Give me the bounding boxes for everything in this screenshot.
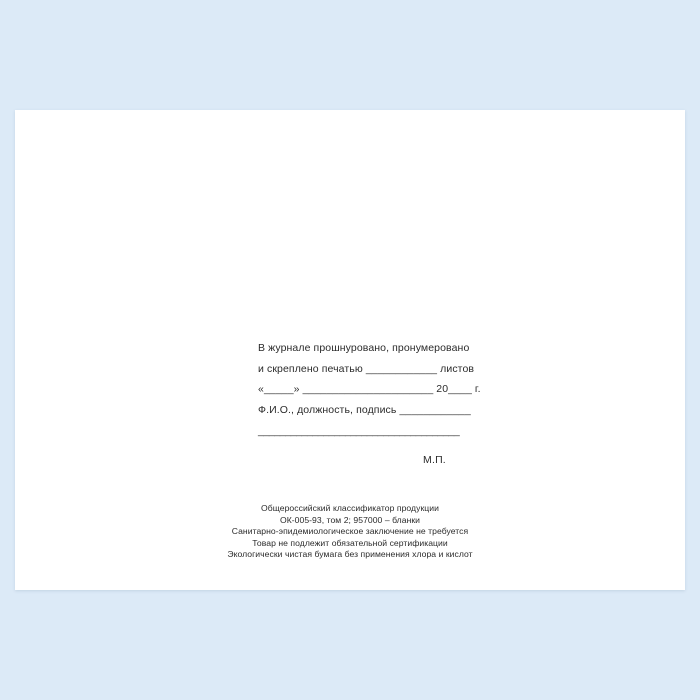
signature-line-1: В журнале прошнуровано, пронумеровано: [258, 342, 470, 354]
footer-line-5: Экологически чистая бумага без применения хлора и кислот: [227, 549, 473, 560]
signature-line-3: «_____» ______________________ 20____ г.: [258, 383, 481, 395]
signature-line-2: и скреплено печатью ____________ листов: [258, 362, 475, 375]
footer-line-4: Товар не подлежит обязательной сертификации: [252, 537, 448, 548]
signature-block: [258, 338, 508, 442]
signature-line-4: Ф.И.О., должность, подпись ____________: [258, 403, 471, 416]
footer-line-1: Общероссийский классификатор продукции: [261, 503, 439, 513]
footer-certification-block: [15, 503, 685, 561]
stamp-placeholder-label: М.П.: [423, 454, 446, 466]
footer-line-3: Санитарно-эпидемиологическое заключение не требуется: [231, 526, 469, 537]
document-page: [15, 110, 685, 590]
footer-line-2: ОК-005-93, том 2; 957000 – бланки: [279, 514, 421, 525]
signature-underline-rule: _____________________________________: [258, 425, 460, 437]
